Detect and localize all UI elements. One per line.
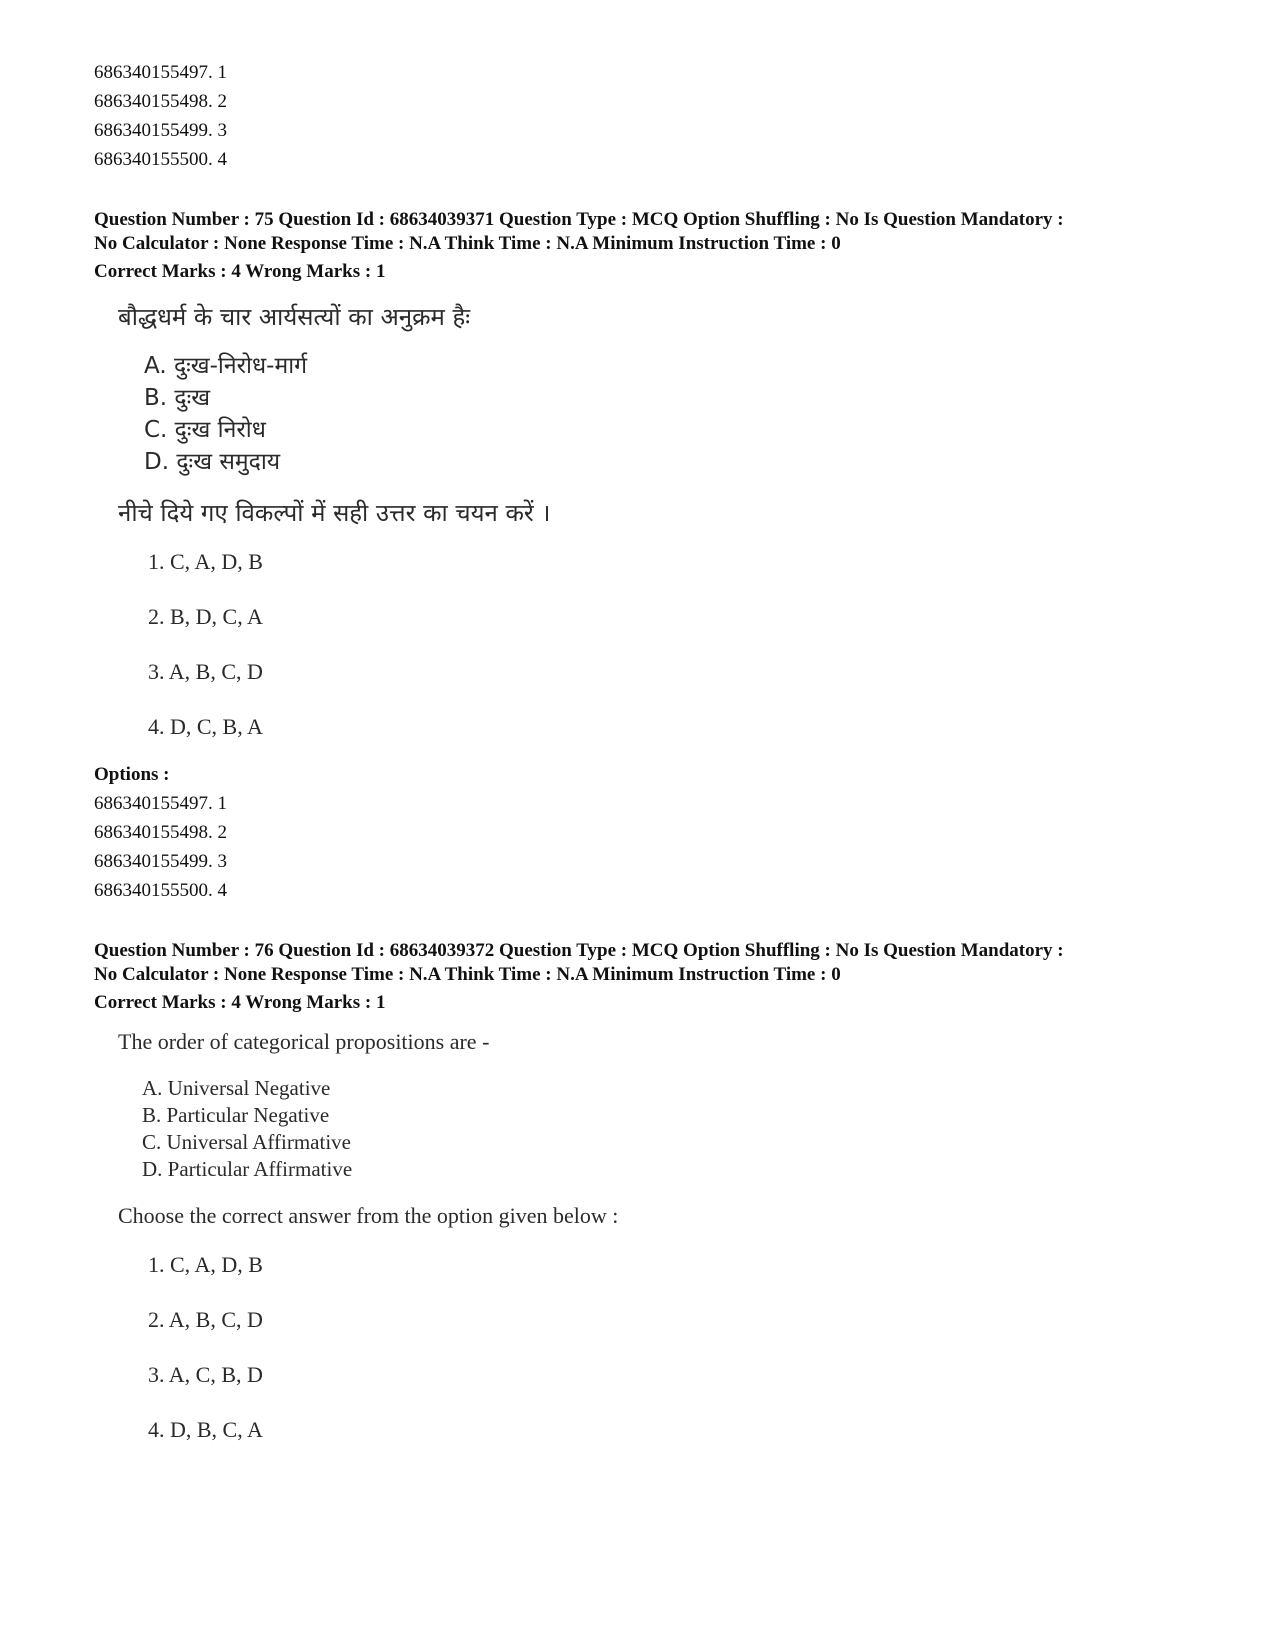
question-76: [94, 939, 1204, 1471]
answer-choice: 3. A, C, B, D: [148, 1362, 263, 1387]
question-meta-line2: No Calculator : None Response Time : N.A Think Time : N.A Minimum Instruction Time : 0: [94, 964, 841, 985]
statement-item: A. Universal Negative: [142, 1076, 331, 1100]
option-line: 686340155497. 1: [94, 62, 227, 83]
options-heading: Options :: [94, 764, 170, 785]
statement-item: B. Particular Negative: [142, 1103, 330, 1127]
answer-choice: 3. A, B, C, D: [148, 659, 263, 684]
question-marks: Correct Marks : 4 Wrong Marks : 1: [94, 261, 386, 282]
option-line: 686340155499. 3: [94, 851, 227, 872]
option-line: 686340155498. 2: [94, 822, 227, 843]
answer-choice: 1. C, A, D, B: [148, 549, 263, 574]
option-line: 686340155499. 3: [94, 120, 227, 141]
answer-choice: 4. D, C, B, A: [148, 714, 263, 739]
option-line: 686340155500. 4: [94, 880, 227, 901]
option-line: 686340155497. 1: [94, 793, 227, 814]
question-meta-line1: Question Number : 76 Question Id : 68634039372 Question Type : MCQ Option Shuffling : No Is Question Mandatory :: [94, 940, 1064, 961]
question-marks: Correct Marks : 4 Wrong Marks : 1: [94, 992, 386, 1013]
option-line: 686340155498. 2: [94, 91, 227, 112]
question-75: [94, 208, 1204, 905]
answer-choice: 1. C, A, D, B: [148, 1252, 263, 1277]
statement-item: C. दुःख निरोध: [144, 417, 266, 443]
question-image: [118, 1027, 1204, 1471]
answer-choice-list: [148, 1251, 1204, 1471]
statement-item: D. Particular Affirmative: [142, 1157, 353, 1181]
statement-item: C. Universal Affirmative: [142, 1130, 351, 1154]
statement-list: [144, 350, 1204, 478]
statement-list: [142, 1075, 1204, 1183]
statement-item: B. दुःख: [144, 385, 211, 411]
answer-choice: 2. B, D, C, A: [148, 604, 263, 629]
question-stem: बौद्धधर्म के चार आर्यसत्यों का अनुक्रम हैः: [118, 303, 471, 331]
question-stem: The order of categorical propositions are -: [118, 1029, 490, 1054]
question-image: [118, 300, 1204, 768]
answer-choice: 2. A, B, C, D: [148, 1307, 263, 1332]
question-instruction: Choose the correct answer from the option given below :: [118, 1203, 619, 1228]
question-meta-line2: No Calculator : None Response Time : N.A Think Time : N.A Minimum Instruction Time : 0: [94, 233, 841, 254]
answer-choice: 4. D, B, C, A: [148, 1417, 263, 1442]
answer-choice-list: [148, 548, 1204, 768]
statement-item: A. दुःख-निरोध-मार्ग: [144, 353, 308, 379]
previous-options-list: [94, 58, 1204, 174]
question-meta-line1: Question Number : 75 Question Id : 68634039371 Question Type : MCQ Option Shuffling : No Is Question Mandatory :: [94, 209, 1064, 230]
document-page: [94, 58, 1204, 1471]
statement-item: D. दुःख समुदाय: [144, 449, 281, 475]
option-line: 686340155500. 4: [94, 149, 227, 170]
question-instruction: नीचे दिये गए विकल्पों में सही उत्तर का चयन करें ।: [118, 499, 551, 527]
options-list: [94, 789, 1204, 905]
